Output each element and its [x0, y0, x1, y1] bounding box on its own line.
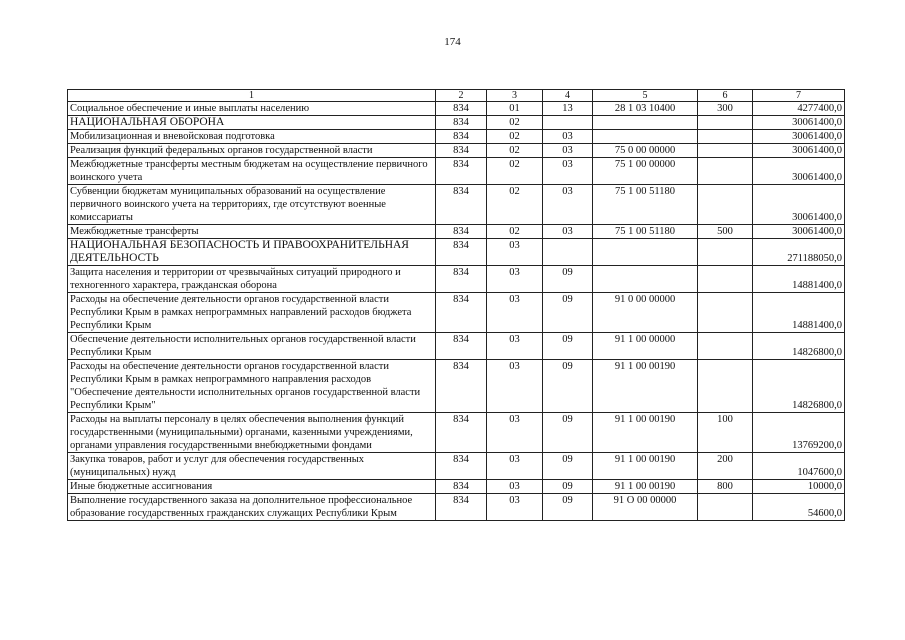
amount-cell: 10000,0 — [753, 480, 845, 494]
amount-cell: 30061400,0 — [753, 158, 845, 185]
expense-type-cell: 500 — [698, 225, 753, 239]
section-code-cell: 03 — [487, 239, 543, 266]
section-code-cell: 03 — [487, 453, 543, 480]
expense-type-cell: 100 — [698, 413, 753, 453]
table-row — [68, 130, 845, 144]
target-article-cell: 75 1 00 00000 — [593, 158, 698, 185]
subsection-code-cell — [543, 116, 593, 130]
row-name-cell: Межбюджетные трансферты — [68, 225, 436, 239]
row-name-cell: Расходы на выплаты персоналу в целях обеспечения выполнения функций государственными (муниципальными) органами, казенными учреждениями, органами управления государственными внебюджетными фондами — [68, 413, 436, 453]
expense-type-cell — [698, 494, 753, 521]
table-row — [68, 185, 845, 225]
ministry-code-cell: 834 — [436, 185, 487, 225]
amount-cell: 271188050,0 — [753, 239, 845, 266]
row-name-cell: Обеспечение деятельности исполнительных органов государственной власти Республики Крым — [68, 333, 436, 360]
header-cell: 3 — [487, 90, 543, 102]
row-name-cell: Субвенции бюджетам муниципальных образований на осуществление первичного воинского учета на территориях, где отсутствуют военные комиссариаты — [68, 185, 436, 225]
section-code-cell: 02 — [487, 225, 543, 239]
target-article-cell — [593, 266, 698, 293]
expense-type-cell — [698, 293, 753, 333]
row-name-cell: Иные бюджетные ассигнования — [68, 480, 436, 494]
header-cell: 4 — [543, 90, 593, 102]
subsection-code-cell: 09 — [543, 494, 593, 521]
ministry-code-cell: 834 — [436, 413, 487, 453]
subsection-code-cell: 09 — [543, 333, 593, 360]
subsection-code-cell: 09 — [543, 453, 593, 480]
ministry-code-cell: 834 — [436, 158, 487, 185]
expense-type-cell — [698, 333, 753, 360]
ministry-code-cell: 834 — [436, 144, 487, 158]
row-name-cell: Расходы на обеспечение деятельности органов государственной власти Республики Крым в рамках непрограммных направлений расходов бюджета Республики Крым — [68, 293, 436, 333]
ministry-code-cell: 834 — [436, 239, 487, 266]
row-name-cell: НАЦИОНАЛЬНАЯ ОБОРОНА — [68, 116, 436, 130]
table-row — [68, 333, 845, 360]
row-name-cell: Защита населения и территории от чрезвычайных ситуаций природного и техногенного характера, гражданская оборона — [68, 266, 436, 293]
row-name-cell: Межбюджетные трансферты местным бюджетам на осуществление первичного воинского учета — [68, 158, 436, 185]
ministry-code-cell: 834 — [436, 360, 487, 413]
section-code-cell: 01 — [487, 102, 543, 116]
amount-cell: 14881400,0 — [753, 293, 845, 333]
expense-type-cell — [698, 158, 753, 185]
target-article-cell: 91 О 00 00000 — [593, 494, 698, 521]
amount-cell: 13769200,0 — [753, 413, 845, 453]
table-row — [68, 360, 845, 413]
ministry-code-cell: 834 — [436, 116, 487, 130]
amount-cell: 14826800,0 — [753, 360, 845, 413]
row-name-cell: Социальное обеспечение и иные выплаты населению — [68, 102, 436, 116]
target-article-cell: 91 1 00 00190 — [593, 480, 698, 494]
subsection-code-cell: 09 — [543, 293, 593, 333]
amount-cell: 30061400,0 — [753, 130, 845, 144]
target-article-cell: 28 1 03 10400 — [593, 102, 698, 116]
section-code-cell: 02 — [487, 185, 543, 225]
ministry-code-cell: 834 — [436, 102, 487, 116]
amount-cell: 30061400,0 — [753, 144, 845, 158]
header-cell: 5 — [593, 90, 698, 102]
target-article-cell: 91 1 00 00000 — [593, 333, 698, 360]
expense-type-cell — [698, 239, 753, 266]
section-code-cell: 03 — [487, 360, 543, 413]
section-code-cell: 03 — [487, 266, 543, 293]
table-row — [68, 102, 845, 116]
subsection-code-cell: 03 — [543, 225, 593, 239]
target-article-cell: 91 0 00 00000 — [593, 293, 698, 333]
amount-cell: 1047600,0 — [753, 453, 845, 480]
amount-cell: 54600,0 — [753, 494, 845, 521]
subsection-code-cell: 03 — [543, 185, 593, 225]
subsection-code-cell: 03 — [543, 130, 593, 144]
table-row — [68, 293, 845, 333]
table-row — [68, 116, 845, 130]
ministry-code-cell: 834 — [436, 266, 487, 293]
table-row — [68, 239, 845, 266]
section-code-cell: 03 — [487, 293, 543, 333]
table-row — [68, 480, 845, 494]
expense-type-cell — [698, 185, 753, 225]
table-row — [68, 225, 845, 239]
section-code-cell: 03 — [487, 494, 543, 521]
expense-type-cell: 200 — [698, 453, 753, 480]
target-article-cell: 75 1 00 51180 — [593, 225, 698, 239]
subsection-code-cell: 09 — [543, 360, 593, 413]
target-article-cell — [593, 130, 698, 144]
target-article-cell: 91 1 00 00190 — [593, 413, 698, 453]
section-code-cell: 02 — [487, 158, 543, 185]
header-cell: 6 — [698, 90, 753, 102]
ministry-code-cell: 834 — [436, 293, 487, 333]
expense-type-cell — [698, 144, 753, 158]
row-name-cell: НАЦИОНАЛЬНАЯ БЕЗОПАСНОСТЬ И ПРАВООХРАНИТЕЛЬНАЯ ДЕЯТЕЛЬНОСТЬ — [68, 239, 436, 266]
header-cell: 1 — [68, 90, 436, 102]
amount-cell: 14826800,0 — [753, 333, 845, 360]
expense-type-cell — [698, 116, 753, 130]
row-name-cell: Расходы на обеспечение деятельности органов государственной власти Республики Крым в рамках непрограммного направления расходов "Обеспечение деятельности исполнительных органов государственной власти Республики Крым" — [68, 360, 436, 413]
ministry-code-cell: 834 — [436, 480, 487, 494]
ministry-code-cell: 834 — [436, 333, 487, 360]
table-row — [68, 266, 845, 293]
section-code-cell: 03 — [487, 333, 543, 360]
section-code-cell: 02 — [487, 144, 543, 158]
ministry-code-cell: 834 — [436, 453, 487, 480]
table-row — [68, 494, 845, 521]
expense-type-cell — [698, 130, 753, 144]
table-row — [68, 144, 845, 158]
target-article-cell — [593, 239, 698, 266]
target-article-cell: 75 1 00 51180 — [593, 185, 698, 225]
subsection-code-cell — [543, 239, 593, 266]
expense-type-cell — [698, 266, 753, 293]
subsection-code-cell: 13 — [543, 102, 593, 116]
ministry-code-cell: 834 — [436, 225, 487, 239]
subsection-code-cell: 09 — [543, 266, 593, 293]
subsection-code-cell: 09 — [543, 480, 593, 494]
page-number: 174 — [444, 36, 461, 48]
subsection-code-cell: 03 — [543, 158, 593, 185]
section-code-cell: 02 — [487, 116, 543, 130]
subsection-code-cell: 09 — [543, 413, 593, 453]
target-article-cell: 91 1 00 00190 — [593, 453, 698, 480]
table-row — [68, 453, 845, 480]
amount-cell: 30061400,0 — [753, 185, 845, 225]
amount-cell: 30061400,0 — [753, 116, 845, 130]
amount-cell: 30061400,0 — [753, 225, 845, 239]
amount-cell: 4277400,0 — [753, 102, 845, 116]
subsection-code-cell: 03 — [543, 144, 593, 158]
expense-type-cell: 300 — [698, 102, 753, 116]
table-row — [68, 413, 845, 453]
section-code-cell: 03 — [487, 413, 543, 453]
header-cell: 2 — [436, 90, 487, 102]
expense-type-cell — [698, 360, 753, 413]
target-article-cell: 91 1 00 00190 — [593, 360, 698, 413]
section-code-cell: 02 — [487, 130, 543, 144]
ministry-code-cell: 834 — [436, 494, 487, 521]
table-row — [68, 158, 845, 185]
ministry-code-cell: 834 — [436, 130, 487, 144]
target-article-cell: 75 0 00 00000 — [593, 144, 698, 158]
row-name-cell: Мобилизационная и вневойсковая подготовка — [68, 130, 436, 144]
row-name-cell: Реализация функций федеральных органов государственной власти — [68, 144, 436, 158]
row-name-cell: Выполнение государственного заказа на дополнительное профессиональное образование государственных гражданских служащих Республики Крым — [68, 494, 436, 521]
target-article-cell — [593, 116, 698, 130]
amount-cell: 14881400,0 — [753, 266, 845, 293]
budget-table — [67, 89, 845, 521]
header-cell: 7 — [753, 90, 845, 102]
table-header-row — [68, 90, 845, 102]
section-code-cell: 03 — [487, 480, 543, 494]
row-name-cell: Закупка товаров, работ и услуг для обеспечения государственных (муниципальных) нужд — [68, 453, 436, 480]
expense-type-cell: 800 — [698, 480, 753, 494]
